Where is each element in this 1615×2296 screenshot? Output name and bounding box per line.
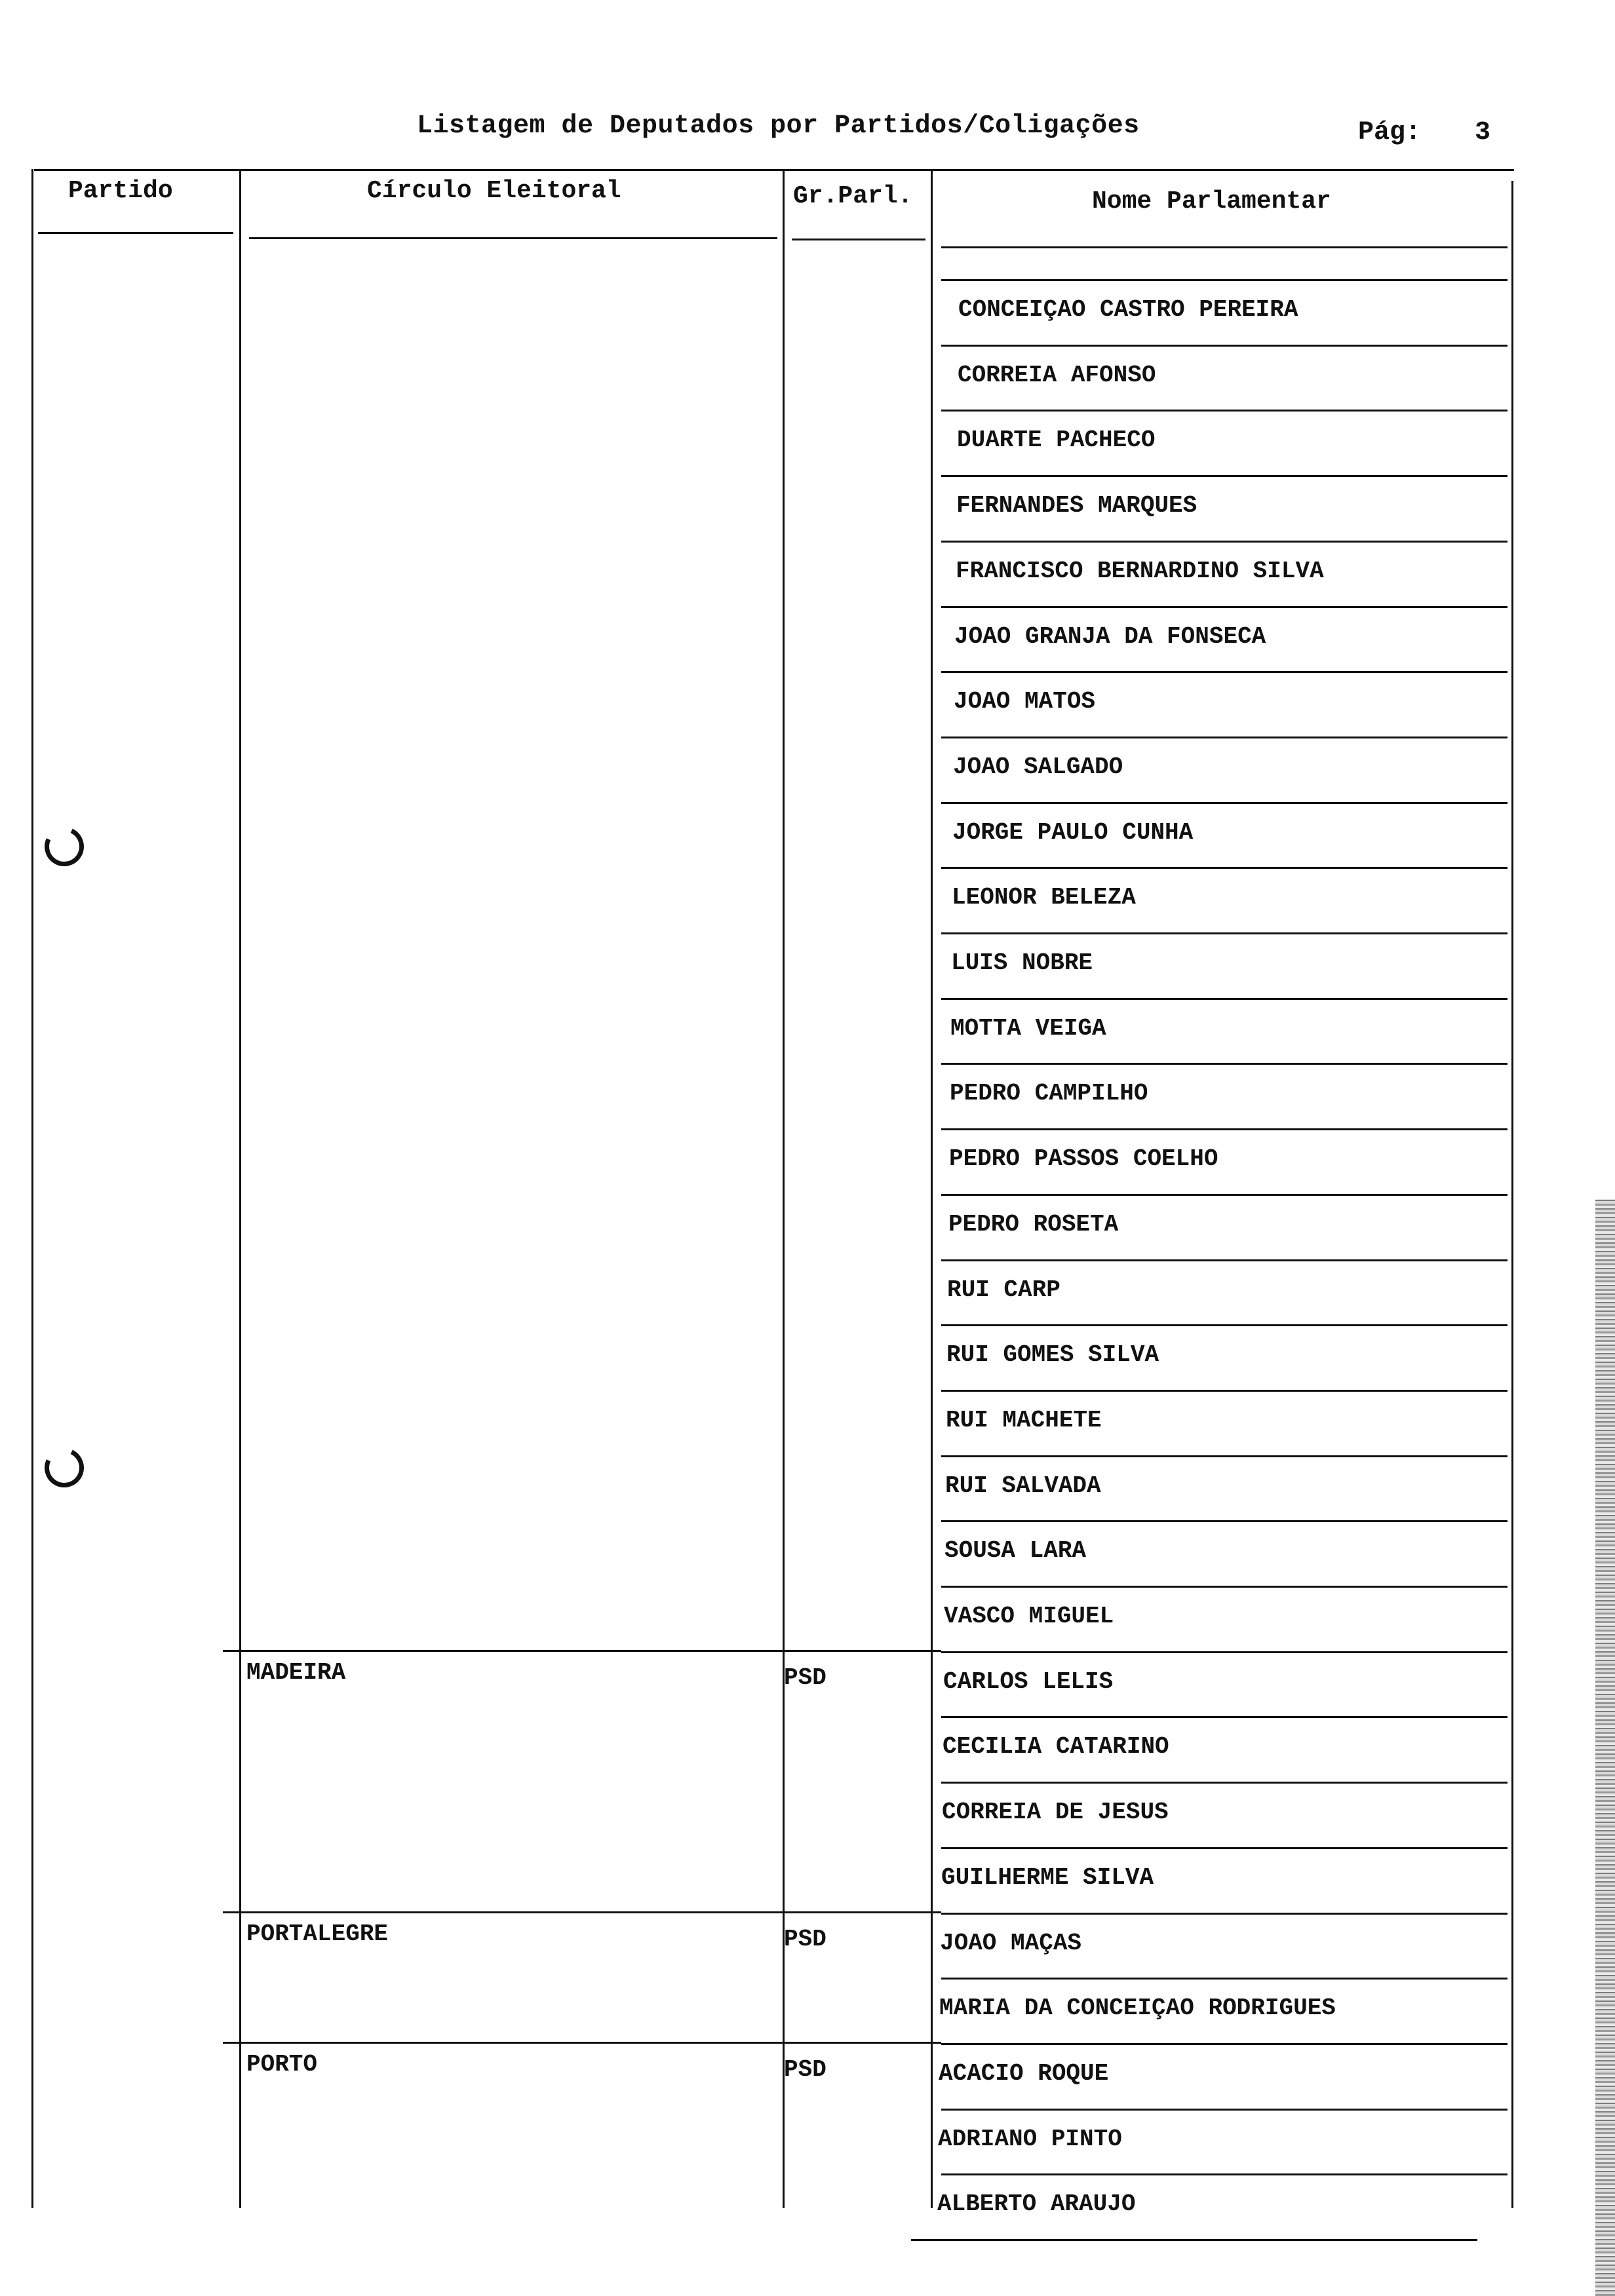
scan-edge xyxy=(1595,1199,1615,2296)
deputy-name: PEDRO CAMPILHO xyxy=(950,1080,1148,1107)
column-header-circulo: Círculo Eleitoral xyxy=(367,177,621,205)
row-separator xyxy=(941,1716,1508,1718)
electoral-circle: MADEIRA xyxy=(246,1659,346,1686)
deputy-name: FRANCISCO BERNARDINO SILVA xyxy=(956,558,1324,584)
row-separator xyxy=(941,541,1508,543)
header-underline-circulo xyxy=(249,237,777,239)
row-separator xyxy=(941,1259,1508,1261)
deputy-name: JORGE PAULO CUNHA xyxy=(952,819,1194,846)
row-separator xyxy=(941,475,1508,477)
deputy-name: RUI CARP xyxy=(947,1276,1060,1303)
deputy-name: GUILHERME SILVA xyxy=(941,1864,1154,1891)
column-header-partido: Partido xyxy=(68,177,173,205)
deputy-name: JOAO MATOS xyxy=(954,688,1096,715)
deputy-name: CORREIA AFONSO xyxy=(958,362,1156,389)
row-separator xyxy=(941,1847,1508,1849)
table-left-border xyxy=(31,169,33,2208)
document-title: Listagem de Deputados por Partidos/Coligações xyxy=(417,111,1140,141)
deputy-name: ALBERTO ARAUJO xyxy=(937,2191,1136,2217)
row-separator xyxy=(941,1586,1508,1588)
deputy-name: CORREIA DE JESUS xyxy=(942,1799,1169,1826)
row-separator xyxy=(941,867,1508,869)
deputy-name: RUI SALVADA xyxy=(945,1472,1101,1499)
punch-hole xyxy=(39,1443,90,1493)
header-underline-nome xyxy=(941,246,1508,248)
parliamentary-group: PSD xyxy=(784,1926,827,1953)
deputy-name: JOAO MAÇAS xyxy=(940,1930,1082,1957)
column-header-nome: Nome Parlamentar xyxy=(1092,187,1331,216)
deputy-name: PEDRO ROSETA xyxy=(948,1211,1119,1238)
deputy-name: ACACIO ROQUE xyxy=(939,2060,1109,2087)
row-separator xyxy=(941,1978,1508,1980)
column-header-grupo: Gr.Parl. xyxy=(793,182,913,210)
deputy-name: CECILIA CATARINO xyxy=(943,1733,1169,1760)
column-divider xyxy=(783,169,785,2208)
header-underline-partido xyxy=(38,232,233,234)
table-top-border xyxy=(34,169,1514,171)
row-separator xyxy=(941,671,1508,673)
row-separator xyxy=(941,1063,1508,1065)
row-separator xyxy=(941,2043,1508,2045)
deputy-name: MARIA DA CONCEIÇAO RODRIGUES xyxy=(939,1995,1336,2021)
deputy-name: SOUSA LARA xyxy=(944,1537,1087,1564)
row-separator xyxy=(941,802,1508,804)
group-separator xyxy=(223,2042,941,2044)
deputy-name: VASCO MIGUEL xyxy=(944,1603,1114,1630)
deputy-name: RUI GOMES SILVA xyxy=(946,1341,1159,1368)
row-separator xyxy=(941,279,1508,281)
deputy-name: CARLOS LELIS xyxy=(943,1668,1114,1695)
row-separator xyxy=(941,2109,1508,2111)
row-separator xyxy=(941,1390,1508,1392)
deputy-name: CONCEIÇAO CASTRO PEREIRA xyxy=(958,296,1298,323)
electoral-circle: PORTALEGRE xyxy=(246,1921,389,1947)
row-separator xyxy=(941,1651,1508,1653)
row-separator xyxy=(941,1324,1508,1326)
row-separator xyxy=(941,2173,1508,2175)
group-separator xyxy=(223,1911,941,1913)
deputy-name: ADRIANO PINTO xyxy=(938,2126,1122,2152)
group-separator xyxy=(223,1650,941,1652)
deputy-name: PEDRO PASSOS COELHO xyxy=(949,1145,1218,1172)
column-divider xyxy=(239,169,241,2208)
deputy-name: JOAO GRANJA DA FONSECA xyxy=(954,623,1266,650)
deputy-name: DUARTE PACHECO xyxy=(957,427,1156,453)
column-divider xyxy=(931,169,933,2208)
electoral-circle: PORTO xyxy=(246,2051,318,2078)
row-separator xyxy=(941,998,1508,1000)
row-separator xyxy=(941,1520,1508,1522)
deputy-name: MOTTA VEIGA xyxy=(950,1015,1106,1042)
row-separator xyxy=(941,1782,1508,1784)
parliamentary-group: PSD xyxy=(784,2056,827,2083)
row-separator xyxy=(941,345,1508,347)
page-number: 3 xyxy=(1475,118,1491,147)
deputy-name: RUI MACHETE xyxy=(946,1407,1102,1434)
deputy-name: LEONOR BELEZA xyxy=(952,884,1136,911)
punch-hole xyxy=(39,822,90,872)
parliamentary-group: PSD xyxy=(784,1664,827,1691)
header-underline-grupo xyxy=(792,239,925,240)
row-separator xyxy=(941,410,1508,411)
row-separator xyxy=(941,932,1508,934)
row-separator xyxy=(941,1128,1508,1130)
row-separator xyxy=(941,1913,1508,1915)
table-right-border xyxy=(1511,181,1513,2208)
table-bottom-line xyxy=(911,2239,1477,2241)
deputy-name: LUIS NOBRE xyxy=(951,949,1093,976)
deputy-name: JOAO SALGADO xyxy=(953,754,1123,780)
row-separator xyxy=(941,1194,1508,1196)
deputy-name: FERNANDES MARQUES xyxy=(956,492,1197,519)
row-separator xyxy=(941,606,1508,608)
page-label: Pág: xyxy=(1358,118,1422,147)
row-separator xyxy=(941,1455,1508,1457)
row-separator xyxy=(941,737,1508,738)
